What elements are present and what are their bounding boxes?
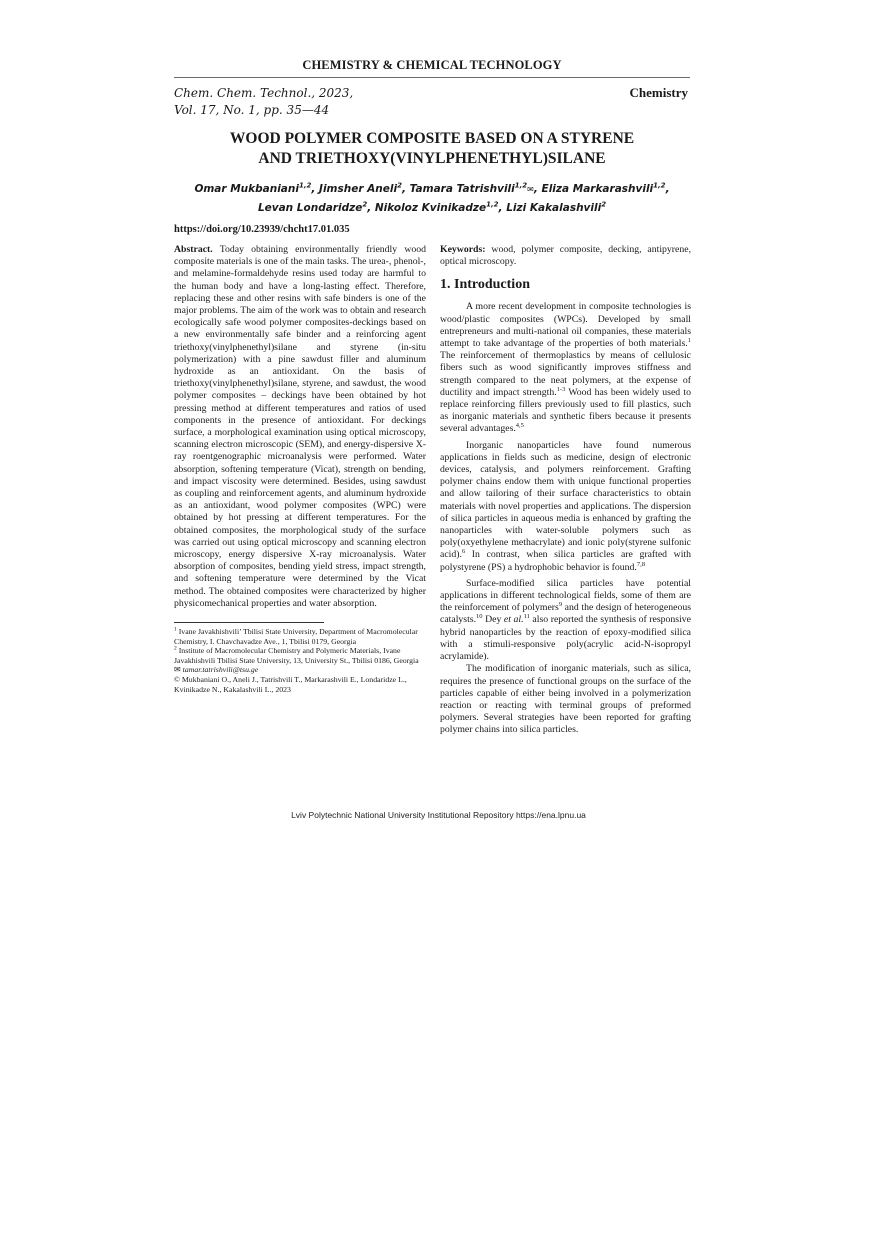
title-line-1: WOOD POLYMER COMPOSITE BASED ON A STYRENE	[229, 130, 635, 147]
paragraph-text: Dey	[482, 614, 504, 626]
citation-line-2: Vol. 17, No. 1, pp. 35—44	[174, 103, 330, 117]
paragraph-text: and the design of heterogeneous catalysts.	[440, 602, 691, 626]
author-name: Nikoloz Kvinikadze	[374, 202, 487, 214]
author-list	[174, 180, 690, 217]
intro-paragraph-2	[440, 440, 691, 574]
doi-link[interactable]: https://doi.org/10.23939/chcht17.01.035	[174, 224, 350, 235]
reference-marker: 1	[687, 336, 691, 344]
author-line-2	[174, 199, 690, 217]
section-heading-introduction: 1. Introduction	[440, 277, 530, 293]
author-name: Tamara Tatrishvili	[409, 183, 515, 195]
reference-marker: 7,8	[636, 560, 645, 568]
author-name: Eliza Markarashvili	[541, 183, 654, 195]
paragraph-text: A more recent development in composite technologies is wood/plastic composites (WPCs). Developed by small entrepreneurs and multi-national oil companies, these materials attempt to take advantage of the properties of both materials.	[440, 301, 691, 350]
author-affiliation: 2	[397, 181, 402, 190]
author-separator: ,	[533, 183, 542, 195]
abstract	[174, 244, 426, 610]
reference-marker: 1-3	[556, 385, 566, 393]
paragraph-text: In contrast, when silica particles are grafted with polystyrene (PS) a hydrophobic behavior is found.	[440, 549, 691, 573]
paragraph-text: Wood has been widely used to replace reinforcing fillers previously used to fill plastics, such as inorganic materials and synthetic fibers because it presents several advantages.	[440, 386, 691, 435]
envelope-icon: ✉	[174, 665, 181, 675]
footnote-divider	[174, 622, 324, 623]
repository-footer: Lviv Polytechnic National University Institutional Repository https://ena.lpnu.ua	[291, 810, 586, 820]
footnote-2	[174, 646, 426, 665]
footnote-text: Institute of Macromolecular Chemistry and Polymeric Materials, Ivane Javakhishvili Tbilisi State University, 13, University St., Tbilisi 0186, Georgia	[174, 646, 419, 665]
et-al: et al.	[503, 614, 524, 626]
footnote-1	[174, 627, 426, 646]
reference-marker: 4,5	[515, 422, 524, 430]
footnote-marker: 2	[174, 645, 177, 652]
section-label: Chemistry	[629, 85, 688, 100]
author-affiliation: 1,2	[298, 181, 312, 190]
author-affiliation: 2	[362, 200, 368, 209]
author-affiliation: 2	[601, 200, 607, 209]
author-name: Omar Mukbaniani	[194, 183, 299, 195]
intro-paragraph-3	[440, 578, 691, 663]
keywords	[440, 244, 691, 268]
envelope-icon: ✉	[527, 185, 534, 194]
author-separator: ,	[367, 202, 375, 214]
paragraph-text: Inorganic nanoparticles have found numerous applications in fields such as medicine, design of electronic devices, catalysis, and polymers reinforcement. Grafting polymer chains endow them with unique functional properties and allow tailoring of their surface characteristics to obtain materials with novel properties and applications. The dispersion of silica particles in aqueous media is enhanced by grafting the nanoparticles with water-soluble polymers such as poly(oxyethylene methacrylate) and ionic poly(styrene sulfonic acid).	[440, 439, 691, 561]
author-separator: ,	[401, 183, 410, 195]
journal-header: CHEMISTRY & CHEMICAL TECHNOLOGY	[302, 58, 562, 72]
keywords-text: wood, polymer composite, decking, antipyrene, optical microscopy.	[440, 244, 692, 268]
paragraph-text: Surface-modified silica particles have potential applications in different technological fields, some of them are the reinforcement of polymers	[440, 577, 691, 614]
footnote-marker: 1	[174, 626, 177, 633]
author-line-1	[174, 180, 690, 199]
author-separator: ,	[665, 183, 670, 195]
citation-block	[174, 85, 353, 119]
author-affiliation: 1,2	[653, 181, 666, 190]
author-separator: ,	[311, 183, 320, 195]
keywords-label: Keywords:	[440, 244, 486, 255]
article-title	[174, 129, 690, 169]
footnotes	[174, 627, 426, 694]
email-link[interactable]: tamar.tatrishvili@tsu.ge	[182, 665, 259, 675]
header-divider	[174, 77, 690, 78]
reference-marker: 11	[523, 613, 530, 621]
author-separator: ,	[498, 202, 507, 214]
footnote-email	[174, 665, 426, 675]
author-affiliation: 1,2	[514, 181, 528, 190]
reference-marker: 9	[558, 601, 563, 609]
intro-paragraph-4: The modification of inorganic materials, such as silica, requires the presence of functional groups on the surface of the particles capable of either being involved in a polymerization reaction or reacting with terminal groups of preformed polymers. Several strategies have been reported for grafting polymer chains into silica particles.	[440, 663, 691, 736]
author-name: Levan Londaridze	[257, 202, 363, 214]
citation-line-1: Chem. Chem. Technol., 2023,	[174, 86, 354, 100]
reference-marker: 10	[476, 613, 483, 621]
title-line-2: AND TRIETHOXY(VINYLPHENETHYL)SILANE	[258, 150, 606, 167]
abstract-text: Today obtaining environmentally friendly wood composite materials is one of the main tasks. The urea-, phenol-, and melamine-formaldehyde resins used today are harmful to the human body and have a long-lasting effect. Therefore, replacing these and other resins with safe binders is one of the major problems. The aim of the work was to obtain and research ecologically safe wood polymer composites-deckings based on a new environmentally safe binder and a reinforcing agent triethoxy(vinylphenethyl)silane and styrene (in-situ polymerization) with a pine sawdust filler and aluminum hydroxide as an antioxidant. On the basis of triethoxy(vinylphenethyl)silane, styrene, and sawdust, the wood polymer composites – deckings have been obtained by hot pressing method at different temperatures and ratios of used components in the presence of antioxidant. For deckings surface, a morphological examination using optical microscopy, scanning electron microscopic (SEM), and energy-dispersive X-ray roentgenographic microanalysis were performed. Water absorption, softening temperature (Vicat), strength on bending, and impact viscosity were determined. Besides, using sawdust as coupling and reinforcement agents, and aluminum hydroxide as an antioxidant, wood polymer composites (WPC) were obtained by hot pressing at different temperatures. For the obtained composites, the morphological study of the surface was carried out using optical microscopy and scanning electron microscopy, energy dispersive X-ray microanalysis. Water absorption of composites, bending yield stress, impact strength, and softening temperature were determined by the Vicat method. The obtained composites were characterized by higher physicomechanical properties and water absorption.	[174, 244, 426, 609]
footnote-copyright: © Mukbaniani O., Aneli J., Tatrishvili T., Markarashvili E., Londaridze L., Kvinikadze N., Kakalashvili L., 2023	[174, 675, 407, 694]
footnote-text: Ivane Javakhishvili’ Tbilisi State University, Department of Macromolecular Chemistry, I. Chavchavadze Ave., 1, Tbilisi 0179, Georgia	[174, 627, 418, 646]
author-name: Lizi Kakalashvili	[506, 202, 602, 214]
left-column	[174, 244, 426, 694]
paragraph-text: The reinforcement of thermoplastics by means of cellulosic fibers such as wood significantly improves stiffness and strength compared to the neat polymers, at the expense of ductility and impact strength.	[440, 350, 691, 398]
author-affiliation: 1,2	[486, 200, 499, 209]
paragraph-text: also reported the synthesis of responsive hybrid nanoparticles by the reaction of epoxy-modified silica with a stimuli-responsive poly(acrylic acid-N-isopropyl acrylamide).	[440, 614, 691, 663]
intro-paragraph-1	[440, 301, 691, 435]
reference-marker: 6	[461, 548, 466, 556]
author-name: Jimsher Aneli	[319, 183, 398, 195]
abstract-label: Abstract.	[174, 244, 213, 255]
right-column	[440, 244, 691, 737]
